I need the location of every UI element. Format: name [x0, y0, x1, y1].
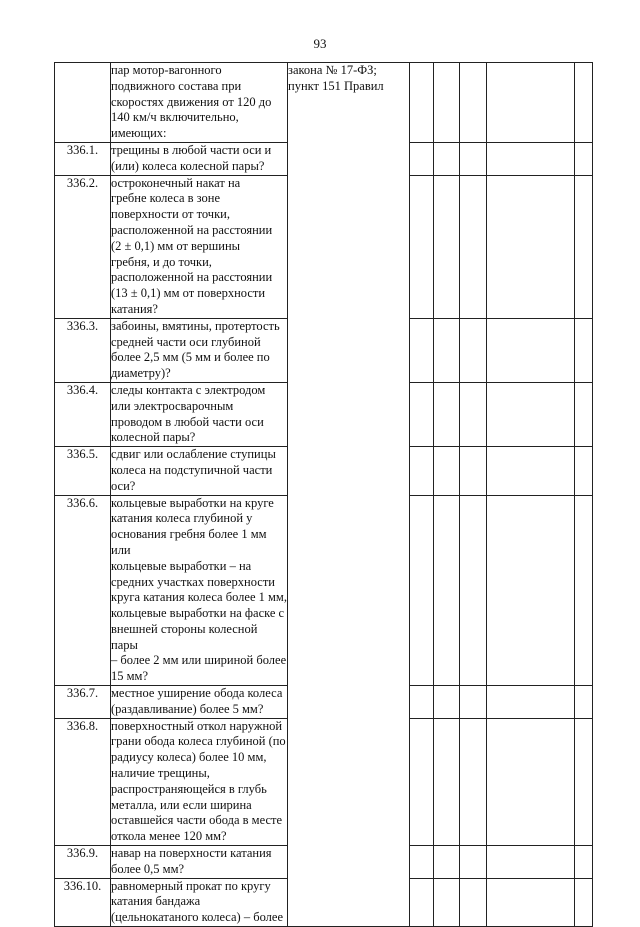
- answer-na-cell: [460, 686, 487, 719]
- notes-cell: [487, 382, 575, 446]
- extra-cell: [575, 142, 593, 175]
- answer-na-cell: [460, 175, 487, 318]
- item-number: 336.10.: [55, 878, 111, 926]
- notes-cell: [487, 878, 575, 926]
- table-row: [55, 63, 593, 143]
- answer-yes-cell: [410, 382, 434, 446]
- extra-cell: [575, 686, 593, 719]
- answer-no-cell: [434, 846, 460, 879]
- answer-no-cell: [434, 63, 460, 143]
- answer-na-cell: [460, 142, 487, 175]
- answer-na-cell: [460, 846, 487, 879]
- extra-cell: [575, 318, 593, 382]
- extra-cell: [575, 878, 593, 926]
- item-number: 336.3.: [55, 318, 111, 382]
- item-question-text: сдвиг или ослабление ступицы колеса на подступичной части оси?: [111, 447, 276, 493]
- notes-cell: [487, 495, 575, 686]
- extra-cell: [575, 382, 593, 446]
- notes-cell: [487, 142, 575, 175]
- answer-no-cell: [434, 447, 460, 495]
- extra-cell: [575, 175, 593, 318]
- answer-no-cell: [434, 718, 460, 845]
- answer-na-cell: [460, 495, 487, 686]
- extra-cell: [575, 63, 593, 143]
- notes-cell: [487, 63, 575, 143]
- item-number: 336.7.: [55, 686, 111, 719]
- notes-cell: [487, 846, 575, 879]
- answer-yes-cell: [410, 686, 434, 719]
- extra-cell: [575, 447, 593, 495]
- item-question-text: следы контакта с электродом или электросварочным проводом в любой части оси колесной пары?: [111, 382, 266, 445]
- answer-no-cell: [434, 382, 460, 446]
- law-reference: [288, 63, 410, 927]
- answer-yes-cell: [410, 63, 434, 143]
- item-question-text: забоины, вмятины, протертость средней части оси глубиной более 2,5 мм (5 мм и более по диаметру)?: [111, 318, 280, 381]
- extra-cell: [575, 846, 593, 879]
- answer-no-cell: [434, 175, 460, 318]
- item-question-text: трещины в любой части оси и (или) колеса колесной пары?: [111, 142, 272, 173]
- item-number: 336.5.: [55, 447, 111, 495]
- notes-cell: [487, 447, 575, 495]
- answer-yes-cell: [410, 318, 434, 382]
- item-question: [111, 175, 288, 318]
- answer-na-cell: [460, 718, 487, 845]
- item-question: [111, 718, 288, 845]
- notes-cell: [487, 318, 575, 382]
- item-question: [111, 447, 288, 495]
- item-number: 336.2.: [55, 175, 111, 318]
- item-question: [111, 318, 288, 382]
- answer-no-cell: [434, 142, 460, 175]
- answer-yes-cell: [410, 495, 434, 686]
- notes-cell: [487, 175, 575, 318]
- notes-cell: [487, 686, 575, 719]
- item-question: [111, 846, 288, 879]
- answer-yes-cell: [410, 846, 434, 879]
- item-question-text: поверхностный откол наружной грани обода колеса глубиной (по радиусу колеса) более 10 мм, наличие трещины, распространяющейся в глубь металла, или если ширина оставшейся части обода в месте откола менее 120 мм?: [111, 718, 286, 844]
- item-question-text: пар мотор-вагонного подвижного состава при скоростях движения от 120 до 140 км/ч включительно, имеющих:: [111, 63, 272, 141]
- answer-na-cell: [460, 878, 487, 926]
- extra-cell: [575, 718, 593, 845]
- answer-yes-cell: [410, 718, 434, 845]
- item-number: 336.6.: [55, 495, 111, 686]
- item-number: 336.4.: [55, 382, 111, 446]
- item-number: 336.1.: [55, 142, 111, 175]
- answer-no-cell: [434, 686, 460, 719]
- law-reference-text: закона № 17-ФЗ; пункт 151 Правил: [288, 63, 384, 93]
- item-question: [111, 142, 288, 175]
- answer-yes-cell: [410, 175, 434, 318]
- item-number: 336.8.: [55, 718, 111, 845]
- answer-no-cell: [434, 878, 460, 926]
- answer-yes-cell: [410, 142, 434, 175]
- answer-no-cell: [434, 495, 460, 686]
- item-question: [111, 63, 288, 143]
- answer-na-cell: [460, 447, 487, 495]
- item-question: [111, 686, 288, 719]
- item-question-text: кольцевые выработки на круге катания колеса глубиной у основания гребня более 1 мм или кольцевые выработки – на средних участках поверхности круга катания колеса более 1 мм, кольцевые выработки на фаске с внешней стороны колесной пары – более 2 мм или шириной более 15 мм?: [111, 495, 287, 684]
- answer-na-cell: [460, 63, 487, 143]
- item-question-text: местное уширение обода колеса (раздавливание) более 5 мм?: [111, 686, 283, 716]
- item-number: 336.9.: [55, 846, 111, 879]
- answer-na-cell: [460, 318, 487, 382]
- item-number: [55, 63, 111, 143]
- answer-yes-cell: [410, 447, 434, 495]
- item-question-text: остроконечный накат на гребне колеса в зоне поверхности от точки, расположенной на расстоянии (2 ± 0,1) мм от вершины гребня, и до точки, расположенной на расстоянии (13 ± 0,1) мм от поверхности катания?: [111, 175, 273, 316]
- answer-na-cell: [460, 382, 487, 446]
- item-question-text: равномерный прокат по кругу катания бандажа (цельнокатаного колеса) – более: [111, 878, 283, 925]
- answer-no-cell: [434, 318, 460, 382]
- page-number: 93: [313, 36, 327, 51]
- extra-cell: [575, 495, 593, 686]
- item-question: [111, 878, 288, 926]
- item-question: [111, 495, 288, 686]
- item-question: [111, 382, 288, 446]
- notes-cell: [487, 718, 575, 845]
- item-question-text: навар на поверхности катания более 0,5 мм?: [111, 846, 272, 876]
- answer-yes-cell: [410, 878, 434, 926]
- requirements-table: [54, 62, 593, 927]
